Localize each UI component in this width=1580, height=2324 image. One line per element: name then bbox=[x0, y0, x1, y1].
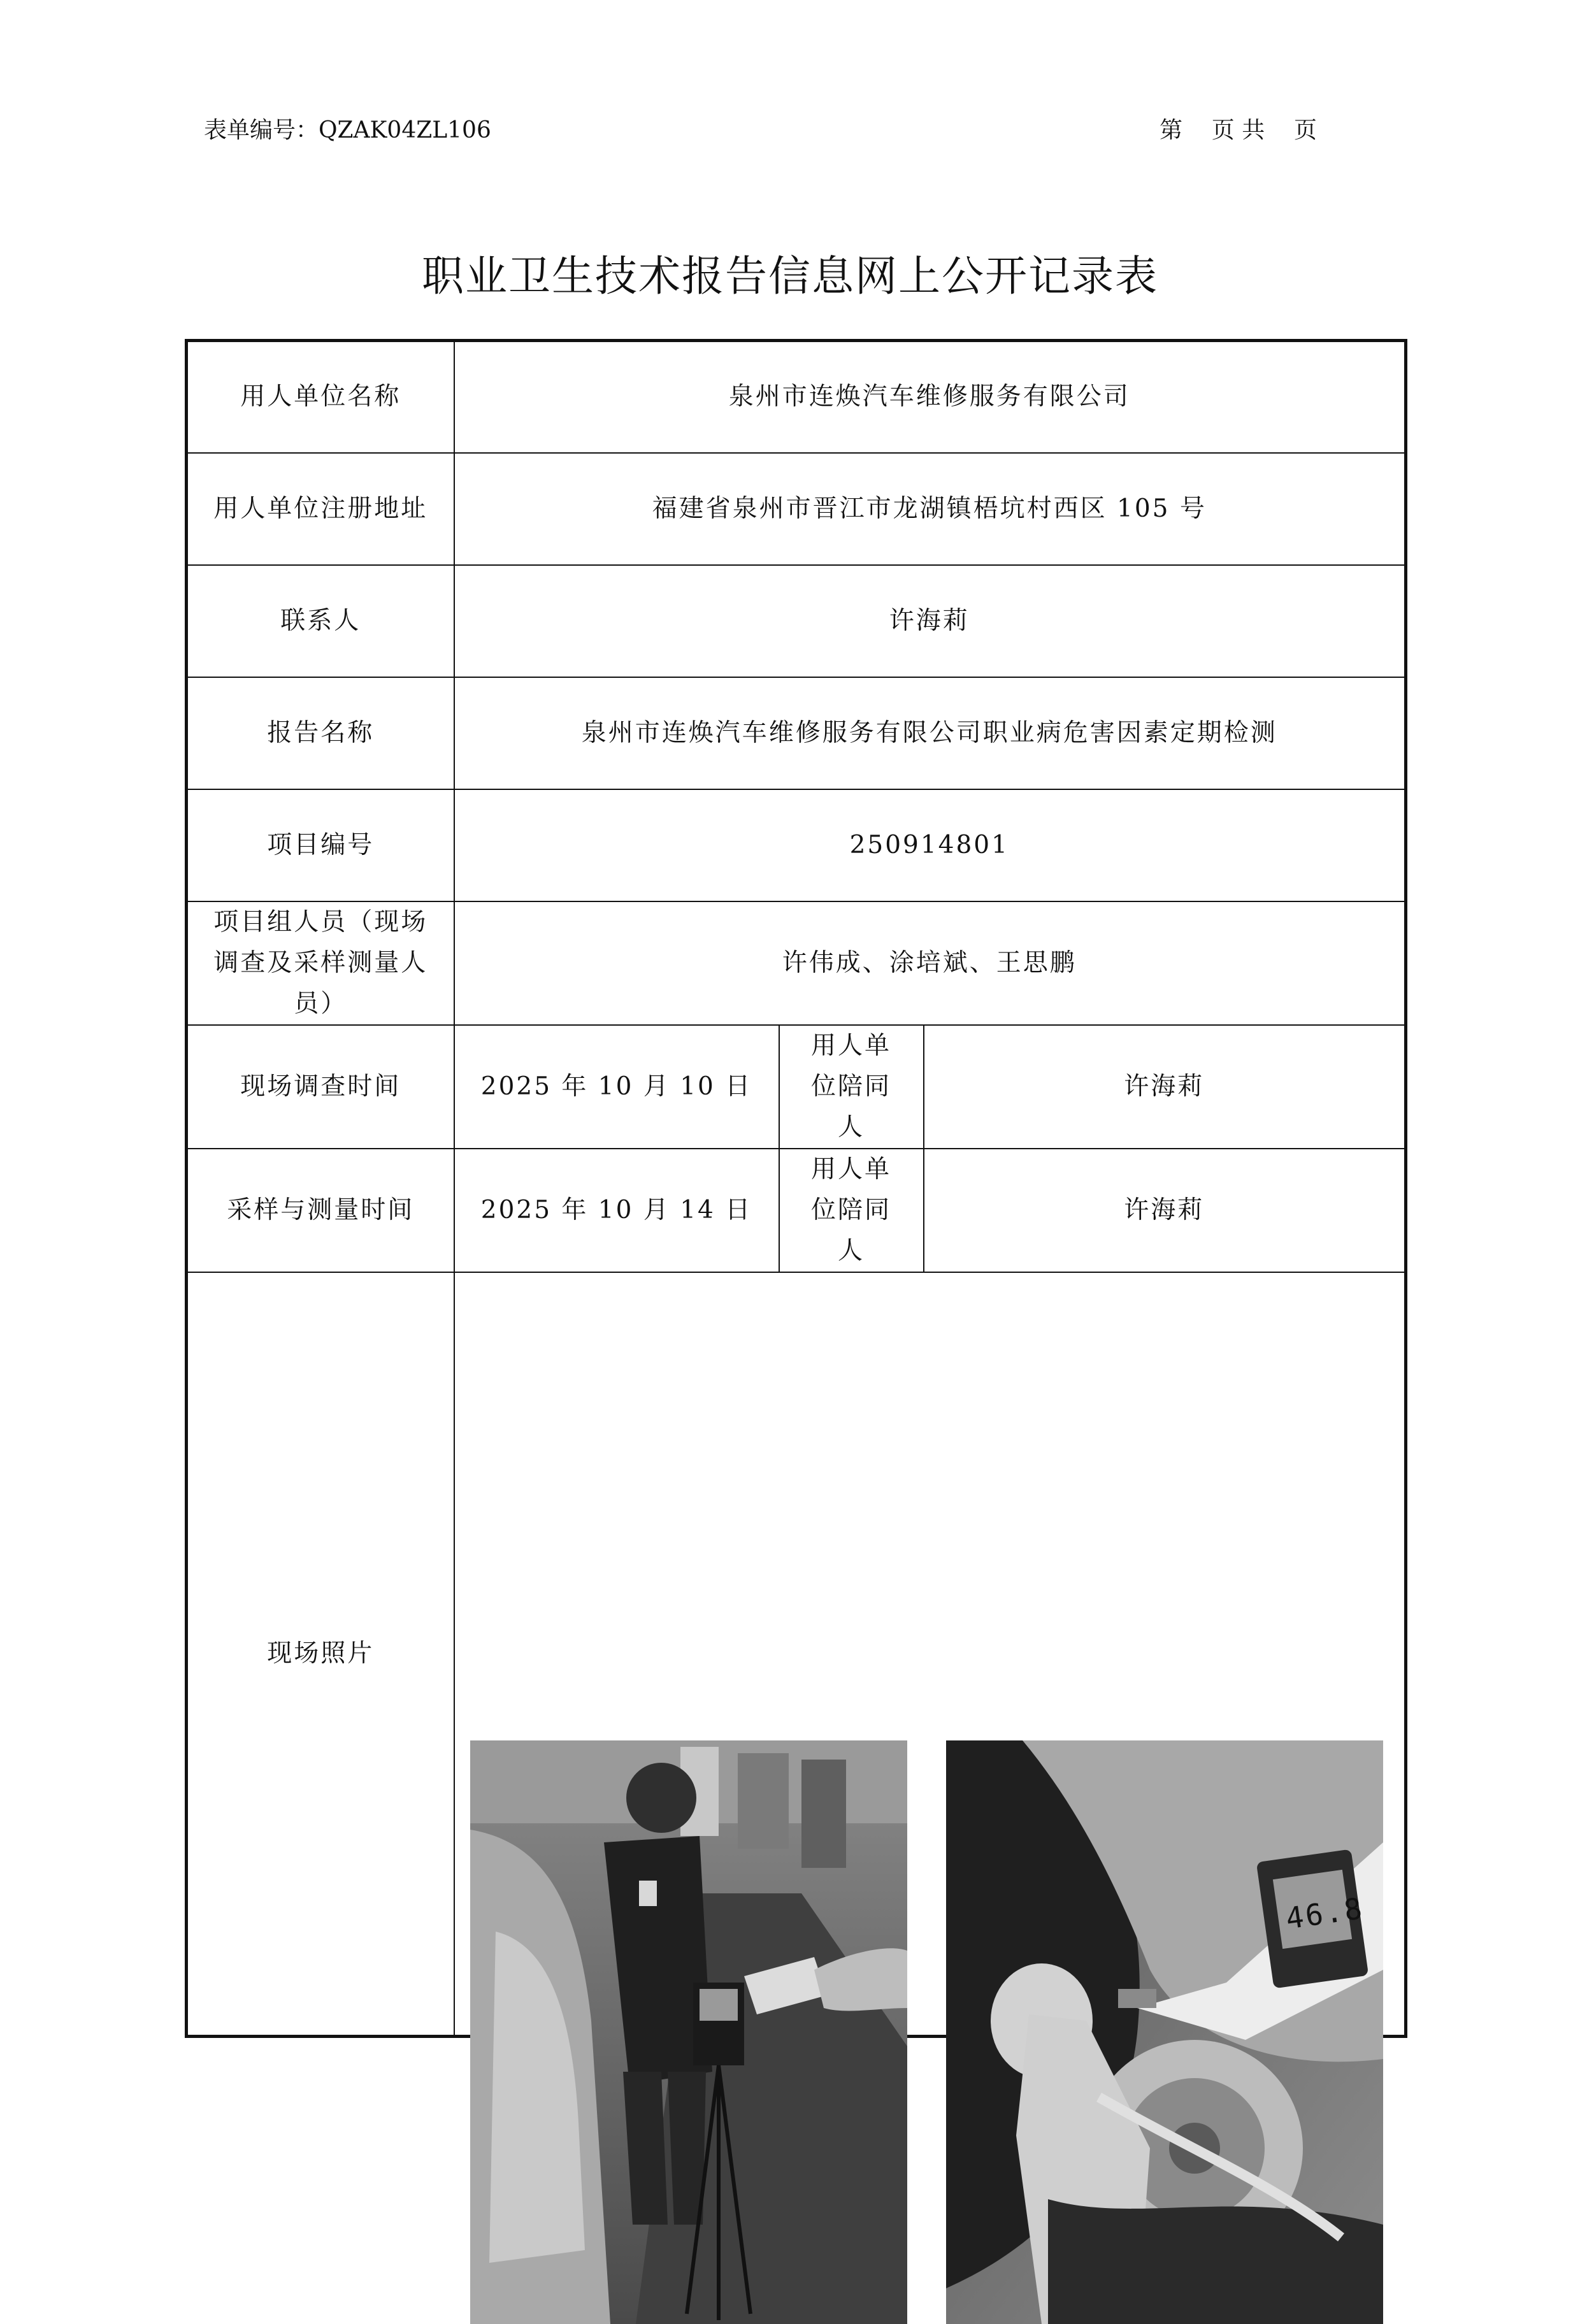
value-sampling-companion: 许海莉 bbox=[924, 1149, 1406, 1272]
form-number: 表单编号：QZAK04ZL106 bbox=[204, 117, 491, 143]
document-title: 职业卫生技术报告信息网上公开记录表 bbox=[422, 252, 1158, 301]
label-sampling-companion: 用人单位陪同人 bbox=[779, 1149, 924, 1272]
row-project-number bbox=[187, 789, 1406, 901]
value-contact: 许海莉 bbox=[454, 565, 1406, 677]
value-site-survey-companion: 许海莉 bbox=[924, 1025, 1406, 1149]
label-site-survey: 现场调查时间 bbox=[187, 1025, 454, 1149]
row-employer-name bbox=[187, 341, 1406, 453]
meter-reading: 46.8 bbox=[1283, 1890, 1366, 1936]
row-photos bbox=[187, 1272, 1406, 2037]
label-project-number: 项目编号 bbox=[187, 789, 454, 901]
row-team-members bbox=[187, 901, 1406, 1025]
label-report-name: 报告名称 bbox=[187, 677, 454, 789]
value-team-members: 许伟成、涂培斌、王思鹏 bbox=[454, 901, 1406, 1025]
row-sampling bbox=[187, 1149, 1406, 1272]
value-employer-name: 泉州市连焕汽车维修服务有限公司 bbox=[454, 341, 1406, 453]
row-report-name bbox=[187, 677, 1406, 789]
label-employer-name: 用人单位名称 bbox=[187, 341, 454, 453]
label-sampling: 采样与测量时间 bbox=[187, 1149, 454, 1272]
worker-sampling-photo bbox=[470, 1740, 907, 2324]
label-photos: 现场照片 bbox=[187, 1272, 454, 2037]
noise-meter-photo bbox=[946, 1740, 1383, 2324]
label-team-members: 项目组人员（现场调查及采样测量人员） bbox=[187, 901, 454, 1025]
value-report-name: 泉州市连焕汽车维修服务有限公司职业病危害因素定期检测 bbox=[454, 677, 1406, 789]
value-site-survey-date: 2025 年 10 月 10 日 bbox=[454, 1025, 779, 1149]
label-contact: 联系人 bbox=[187, 565, 454, 677]
row-contact bbox=[187, 565, 1406, 677]
label-site-survey-companion: 用人单位陪同人 bbox=[779, 1025, 924, 1149]
record-table bbox=[185, 339, 1407, 2038]
value-sampling-date: 2025 年 10 月 14 日 bbox=[454, 1149, 779, 1272]
page-info: 第 页 共 页 bbox=[1160, 117, 1317, 143]
value-employer-address: 福建省泉州市晋江市龙湖镇梧坑村西区 105 号 bbox=[454, 453, 1406, 565]
photos-cell bbox=[454, 1272, 1406, 2037]
row-employer-address bbox=[187, 453, 1406, 565]
row-site-survey bbox=[187, 1025, 1406, 1149]
value-project-number: 250914801 bbox=[454, 789, 1406, 901]
label-employer-address: 用人单位注册地址 bbox=[187, 453, 454, 565]
